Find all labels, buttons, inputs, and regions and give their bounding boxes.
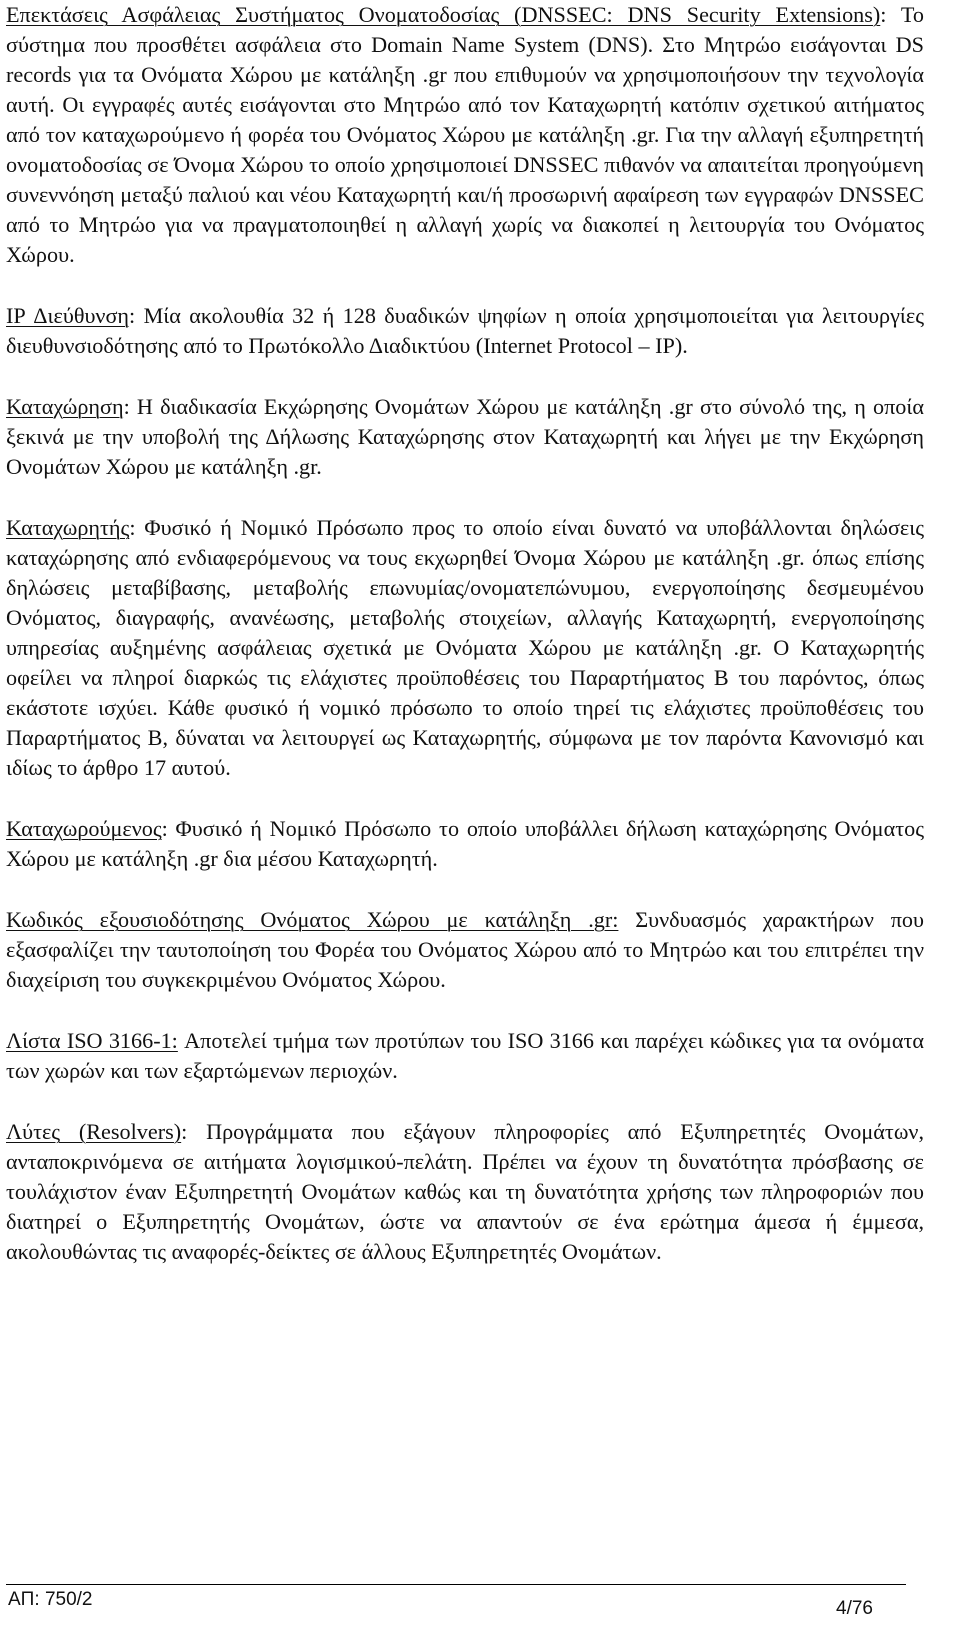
definition-registrant — [6, 814, 924, 874]
definition-body: : Μία ακολουθία 32 ή 128 δυαδικών ψηφίων η οποία χρησιμοποιείται για λειτουργίες διευθυνσιοδότησης από το Πρωτόκολλο Διαδικτύου (Internet Protocol – IP). — [6, 303, 924, 358]
definition-registration — [6, 392, 924, 482]
definition-body: Συνδυασμός χαρακτήρων που εξασφαλίζει την ταυτοποίηση του Φορέα του Ονόματος Χώρου από το Μητρώο και του επιτρέπει την διαχείριση του συγκεκριμένου Ονόματος Χώρου. — [6, 907, 925, 992]
definition-body: : Το σύστημα που προσθέτει ασφάλεια στο Domain Name System (DNS). Στο Μητρώο εισάγονται DS records για τα Ονόματα Χώρου με κατάληξη .gr που επιθυμούν να χρησιμοποιήσουν την τεχνολογία αυτή. Οι εγγραφές αυτές εισάγονται στο Μητρώο από τον Καταχωρητή κατόπιν σχετικού αιτήματος από τον καταχωρούμενο ή φορέα του Ονόματος Χώρου με κατάληξη .gr. Για την αλλαγή εξυπηρετητή ονοματοδοσίας σε Όνομα Χώρου το οποίο χρησιμοποιεί DNSSEC πιθανόν να απαιτείται προηγούμενη συνεννόηση μεταξύ παλιού και νέου Καταχωρητή και/ή προσωρινή αφαίρεση των εγγραφών DNSSEC από το Μητρώο για να πραγματοποιηθεί η αλλαγή χωρίς να διακοπεί η λειτουργία του Ονόματος Χώρου. — [6, 2, 924, 267]
definition-body: Αποτελεί τμήμα των προτύπων του ISO 3166 και παρέχει κώδικες για τα ονόματα των χωρών και των εξαρτώμενων περιοχών. — [6, 1028, 924, 1083]
definition-term: Επεκτάσεις Ασφάλειας Συστήματος Ονοματοδοσίας (DNSSEC: DNS Security Extensions) — [6, 2, 881, 27]
definition-ip-address — [6, 301, 924, 361]
definition-resolvers — [6, 1117, 924, 1267]
definition-body: : Φυσικό ή Νομικό Πρόσωπο το οποίο υποβάλλει δήλωση καταχώρησης Ονόματος Χώρου με κατάληξη .gr δια μέσου Καταχωρητή. — [6, 816, 924, 871]
definition-term: Καταχωρούμενος — [6, 816, 162, 841]
definition-auth-code — [6, 905, 924, 995]
definition-body: : Φυσικό ή Νομικό Πρόσωπο προς το οποίο είναι δυνατό να υποβάλλονται δηλώσεις καταχώρησης από ενδιαφερόμενους να τους εκχωρηθεί Όνομα Χώρου με κατάληξη .gr. όπως επίσης δηλώσεις μεταβίβασης, μεταβολής επωνυμίας/ονοματεπώνυμου, ενεργοποίησης δεσμευμένου Ονόματος, διαγραφής, ανανέωσης, μεταβολής στοιχείων, αλλαγής Καταχωρητή, ενεργοποίησης υπηρεσίας αυξημένης ασφάλειας σχετικά με Ονόματα Χώρου με κατάληξη .gr. Ο Καταχωρητής οφείλει να πληροί διαρκώς τις ελάχιστες προϋποθέσεις του Παραρτήματος Β του παρόντος, όπως εκάστοτε ισχύει. Κάθε φυσικό ή νομικό πρόσωπο το οποίο τηρεί τις ελάχιστες προϋποθέσεις του Παραρτήματος Β, δύναται να λειτουργεί ως Καταχωρητής, σύμφωνα με τον παρόντα Κανονισμό και ιδίως το άρθρο 17 αυτού. — [6, 515, 924, 780]
definition-body: : Η διαδικασία Εκχώρησης Ονομάτων Χώρου με κατάληξη .gr στο σύνολό της, η οποία ξεκινά με την υποβολή της Δήλωσης Καταχώρησης στον Καταχωρητή και λήγει με την Εκχώρηση Ονομάτων Χώρου με κατάληξη .gr. — [6, 394, 924, 479]
document-reference: ΑΠ: 750/2 — [8, 1589, 93, 1610]
definition-iso-list — [6, 1026, 924, 1086]
definition-term: Καταχώρηση — [6, 394, 124, 419]
definition-term: Κωδικός εξουσιοδότησης Ονόματος Χώρου με κατάληξη .gr: — [6, 907, 619, 932]
definition-term: Λύτες (Resolvers) — [6, 1119, 182, 1144]
definition-body: : Προγράμματα που εξάγουν πληροφορίες από Εξυπηρετητές Ονομάτων, ανταποκρινόμενα σε αιτήματα λογισμικού-πελάτη. Πρέπει να έχουν τη δυνατότητα πρόσβασης σε τουλάχιστον έναν Εξυπηρετητή Ονομάτων καθώς και τη δυνατότητα χρήσης των πληροφοριών που διατηρεί ο Εξυπηρετητής Ονομάτων, ώστε να απαντούν σε ένα ερώτημα άμεσα ή έμμεσα, ακολουθώντας τις αναφορές-δείκτες σε άλλους Εξυπηρετητές Ονομάτων. — [6, 1119, 925, 1264]
definition-term: IP Διεύθυνση — [6, 303, 130, 328]
definition-registrar — [6, 513, 924, 783]
definition-term: Καταχωρητής — [6, 515, 130, 540]
footer-divider — [6, 1584, 906, 1585]
definition-term: Λίστα ISO 3166-1: — [6, 1028, 178, 1053]
page-number: 4/76 — [836, 1598, 873, 1619]
definition-dnssec — [6, 0, 924, 270]
document-page — [6, 0, 924, 1298]
